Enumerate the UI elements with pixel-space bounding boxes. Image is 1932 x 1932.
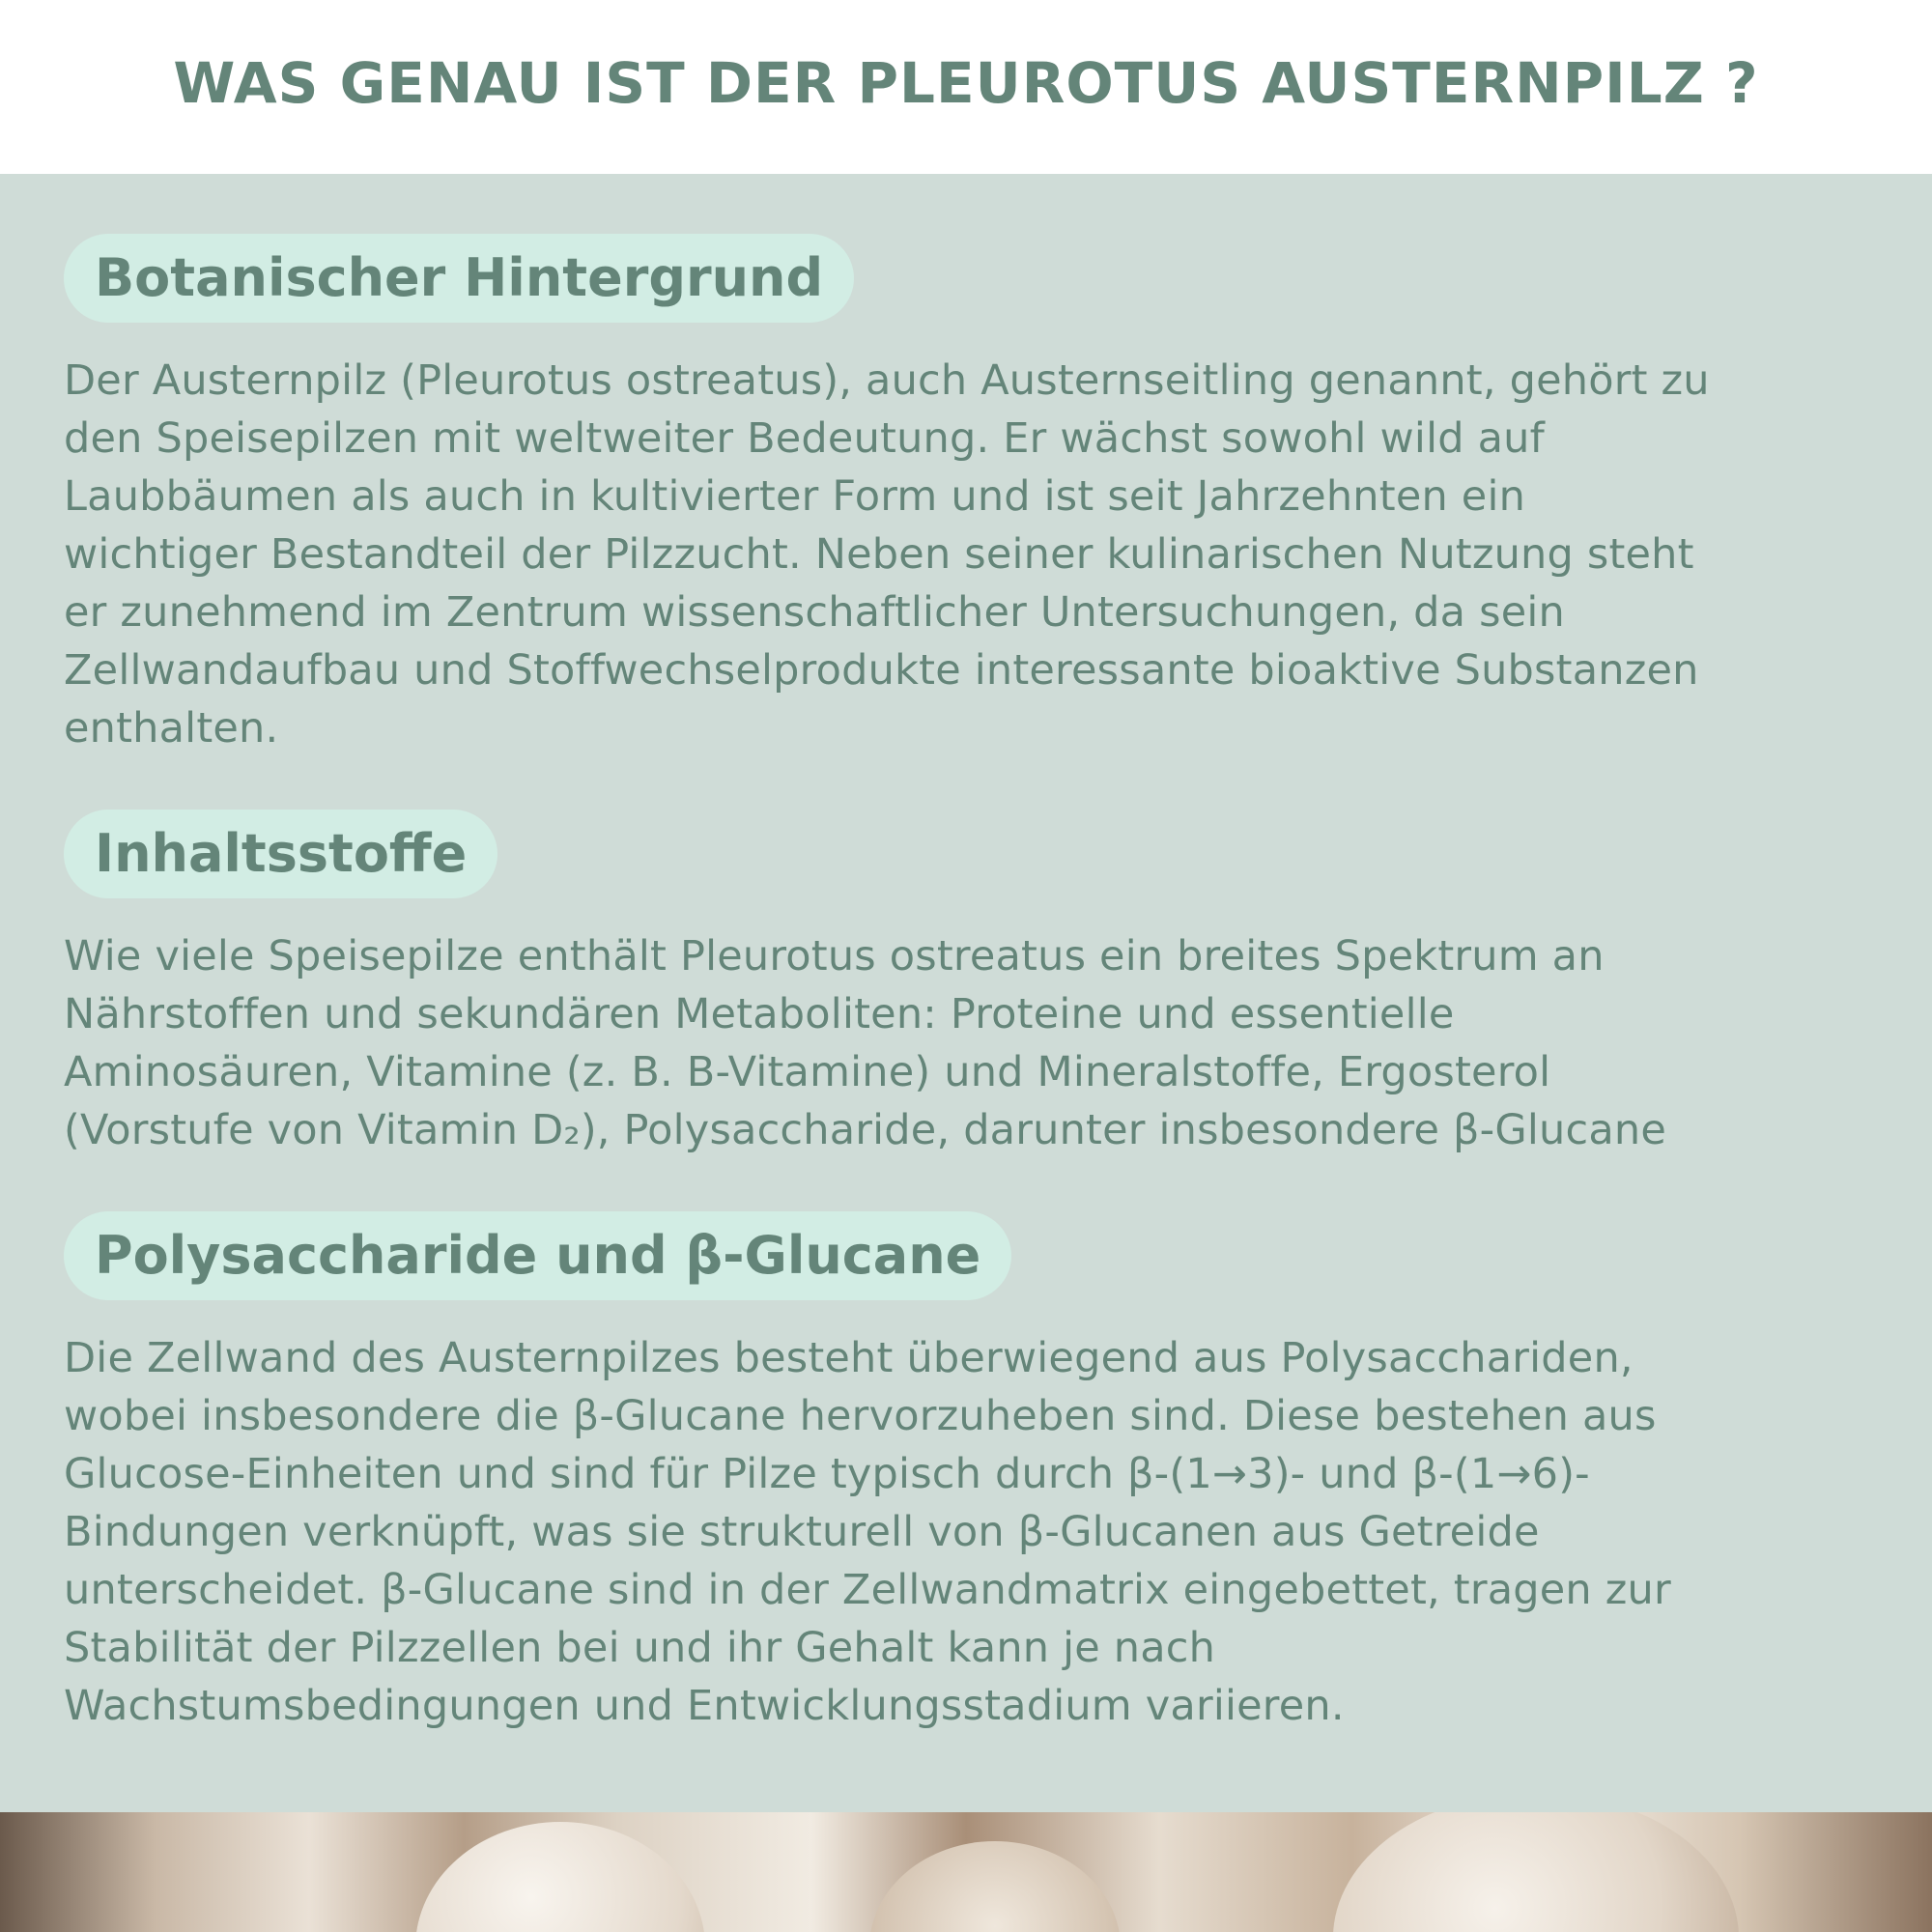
section-polysaccharide	[64, 1211, 1868, 1735]
text-line: Nährstoffen und sekundären Metaboliten: Proteine und essentielle	[64, 990, 1455, 1038]
text-line: enthalten.	[64, 704, 279, 753]
section-paragraph	[64, 1329, 1880, 1735]
section-heading: Polysaccharide und β-Glucane	[64, 1211, 1011, 1300]
text-line: Bindungen verknüpft, was sie strukturell von β-Glucanen aus Getreide	[64, 1508, 1540, 1556]
text-line: Der Austernpilz (Pleurotus ostreatus), auch Austernseitling genannt, gehört zu	[64, 356, 1710, 405]
section-paragraph	[64, 352, 1880, 757]
section-inhaltsstoffe	[64, 810, 1868, 1159]
text-line: Wie viele Speisepilze enthält Pleurotus ostreatus ein breites Spektrum an	[64, 932, 1605, 980]
text-line: unterscheidet. β-Glucane sind in der Zellwandmatrix eingebettet, tragen zur	[64, 1566, 1671, 1614]
header	[0, 0, 1932, 174]
text-line: (Vorstufe von Vitamin D₂), Polysaccharide, darunter insbesondere β-Glucane	[64, 1106, 1666, 1154]
text-line: Laubbäumen als auch in kultivierter Form und ist seit Jahrzehnten ein	[64, 472, 1526, 521]
text-line: Zellwandaufbau und Stoffwechselprodukte interessante bioaktive Substanzen	[64, 646, 1699, 695]
text-line: Wachstumsbedingungen und Entwicklungsstadium variieren.	[64, 1682, 1345, 1730]
section-paragraph	[64, 927, 1880, 1159]
text-line: Die Zellwand des Austernpilzes besteht überwiegend aus Polysacchariden,	[64, 1334, 1634, 1382]
text-line: wobei insbesondere die β-Glucane hervorzuheben sind. Diese bestehen aus	[64, 1392, 1657, 1440]
section-heading: Inhaltsstoffe	[64, 810, 497, 898]
text-line: Aminosäuren, Vitamine (z. B. B-Vitamine) und Mineralstoffe, Ergosterol	[64, 1048, 1551, 1096]
mushroom-photo	[0, 1812, 1932, 1932]
section-botanischer-hintergrund	[64, 234, 1868, 757]
text-line: wichtiger Bestandteil der Pilzzucht. Neben seiner kulinarischen Nutzung steht	[64, 530, 1694, 579]
text-line: Stabilität der Pilzzellen bei und ihr Gehalt kann je nach	[64, 1624, 1216, 1672]
section-heading: Botanischer Hintergrund	[64, 234, 854, 323]
content-panel	[0, 174, 1932, 1812]
page-title: WAS GENAU IST DER PLEUROTUS AUSTERNPILZ ?	[173, 50, 1759, 116]
text-line: Glucose-Einheiten und sind für Pilze typisch durch β-(1→3)- und β-(1→6)-	[64, 1450, 1590, 1498]
text-line: er zunehmend im Zentrum wissenschaftlicher Untersuchungen, da sein	[64, 588, 1565, 637]
text-line: den Speisepilzen mit weltweiter Bedeutung. Er wächst sowohl wild auf	[64, 414, 1545, 463]
